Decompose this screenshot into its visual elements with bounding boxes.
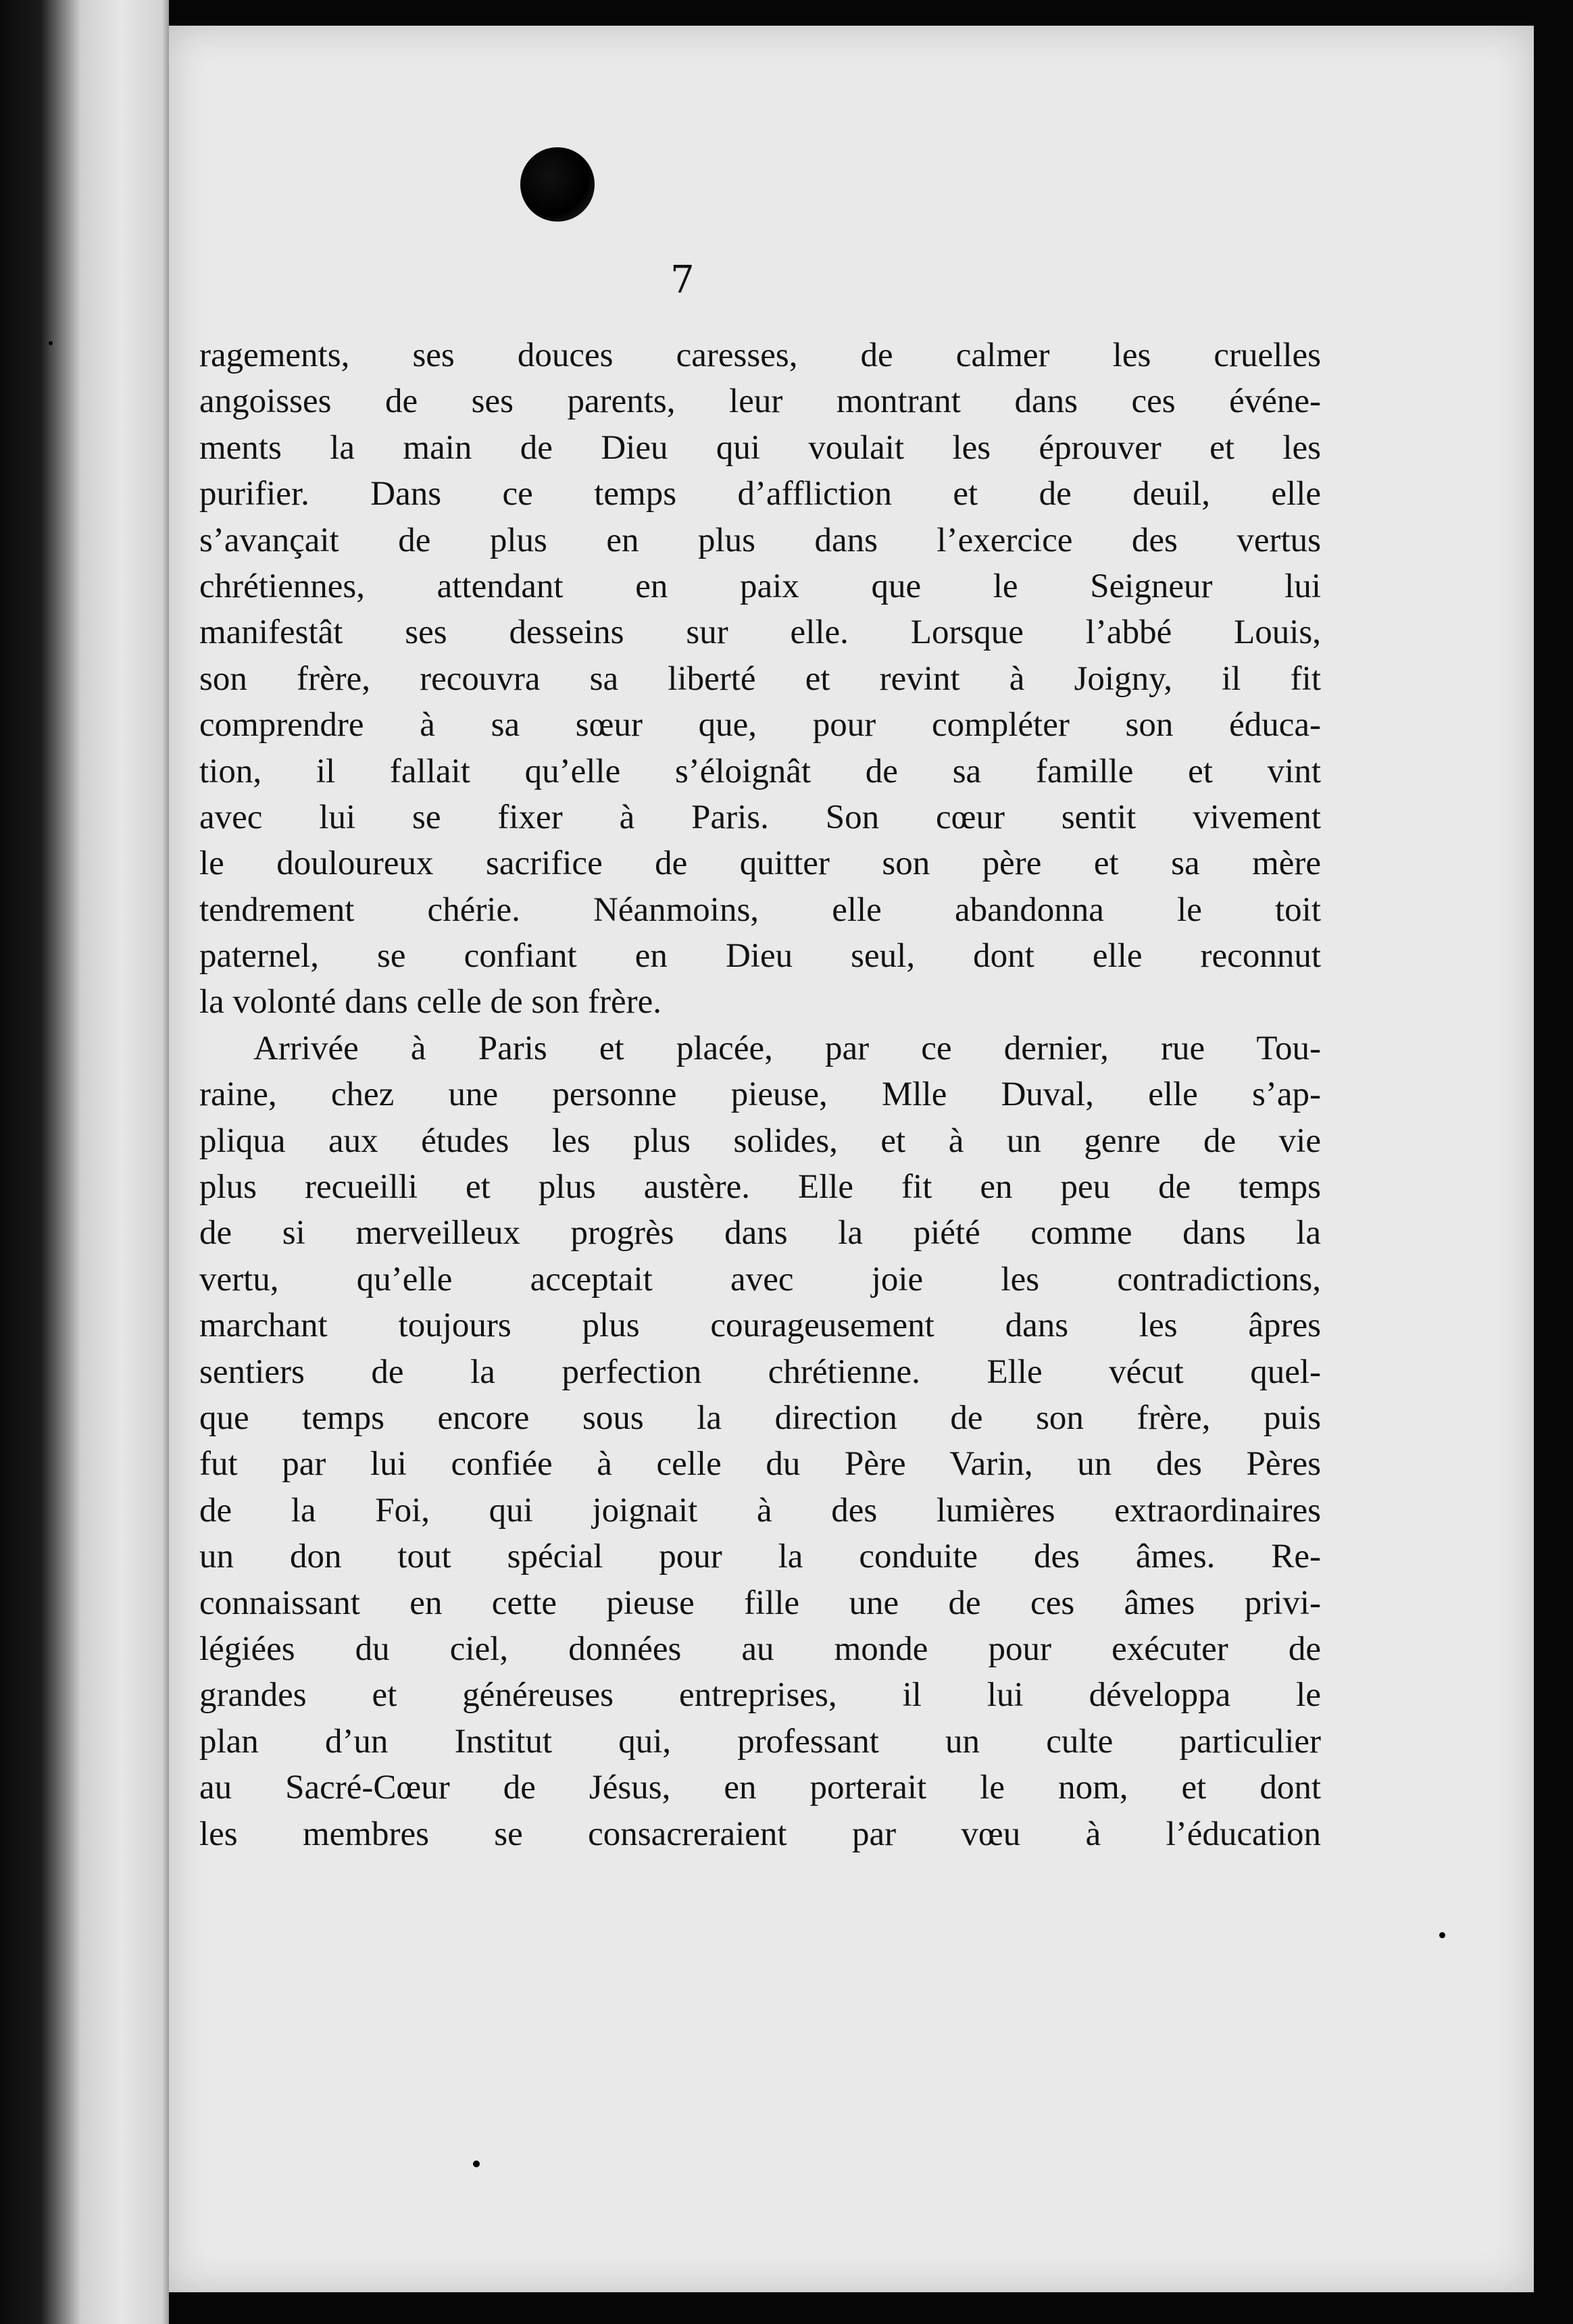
text-line: de si merveilleux progrès dans la piété comme dans la — [199, 1214, 1321, 1253]
text-line: au Sacré-Cœur de Jésus, en porterait le nom, et dont — [199, 1769, 1321, 1807]
text-line: avec lui se fixer à Paris. Son cœur sentit vivement — [199, 798, 1321, 836]
text-line: vertu, qu’elle acceptait avec joie les contradictions, — [199, 1260, 1321, 1298]
text-line: raine, chez une personne pieuse, Mlle Duval, elle s’ap- — [199, 1076, 1321, 1114]
text-line: son frère, recouvra sa liberté et revint à Joigny, il fit — [199, 659, 1321, 698]
page-number: 7 — [670, 258, 695, 302]
text-line: Arrivée à Paris et placée, par ce dernier, rue Tou- — [253, 1029, 1321, 1067]
text-line: chrétiennes, attendant en paix que le Seigneur lui — [199, 567, 1321, 605]
text-line: tion, il fallait qu’elle s’éloignât de sa famille et vint — [199, 752, 1321, 790]
scan-speck — [1439, 1932, 1445, 1938]
text-line: fut par lui confiée à celle du Père Varin, un des Pères — [199, 1445, 1321, 1484]
text-line: tendrement chérie. Néanmoins, elle abandonna le toit — [199, 890, 1321, 929]
text-line: que temps encore sous la direction de son frère, puis — [199, 1398, 1321, 1437]
text-line: purifier. Dans ce temps d’affliction et de deuil, elle — [199, 475, 1321, 513]
text-line: ragements, ses douces caresses, de calmer les cruelles — [199, 336, 1321, 374]
scan-speck — [49, 341, 53, 345]
text-line: s’avançait de plus en plus dans l’exercice des vertus — [199, 521, 1321, 559]
text-line: le douloureux sacrifice de quitter son père et sa mère — [199, 844, 1321, 883]
text-line: un don tout spécial pour la conduite des âmes. Re- — [199, 1538, 1321, 1576]
text-line: comprendre à sa sœur que, pour compléter son éduca- — [199, 706, 1321, 744]
text-line: manifestât ses desseins sur elle. Lorsque l’abbé Louis, — [199, 613, 1321, 652]
text-line: les membres se consacreraient par vœu à l’éducation — [199, 1815, 1321, 1853]
text-line: plus recueilli et plus austère. Elle fit en peu de temps — [199, 1168, 1321, 1207]
text-line: plan d’un Institut qui, professant un culte particulier — [199, 1722, 1321, 1761]
text-line: angoisses de ses parents, leur montrant dans ces événe- — [199, 382, 1321, 421]
scan-speck — [473, 2161, 480, 2167]
text-line: grandes et généreuses entreprises, il lui développa le — [199, 1676, 1321, 1715]
text-line: légiées du ciel, données au monde pour exécuter de — [199, 1630, 1321, 1668]
text-line: de la Foi, qui joignait à des lumières extraordinaires — [199, 1491, 1321, 1530]
text-line: paternel, se confiant en Dieu seul, dont elle reconnut — [199, 937, 1321, 976]
text-line: connaissant en cette pieuse fille une de ces âmes privi- — [199, 1584, 1321, 1622]
punch-hole — [520, 147, 595, 222]
text-line: pliqua aux études les plus solides, et à un genre de vie — [199, 1121, 1321, 1160]
text-line: ments la main de Dieu qui voulait les éprouver et les — [199, 428, 1321, 467]
text-line: marchant toujours plus courageusement dans les âpres — [199, 1307, 1321, 1345]
body-text — [199, 332, 1321, 1857]
text-line: la volonté dans celle de son frère. — [199, 983, 661, 1021]
text-line: sentiers de la perfection chrétienne. Elle vécut quel- — [199, 1353, 1321, 1391]
binding-edge — [0, 0, 169, 2324]
